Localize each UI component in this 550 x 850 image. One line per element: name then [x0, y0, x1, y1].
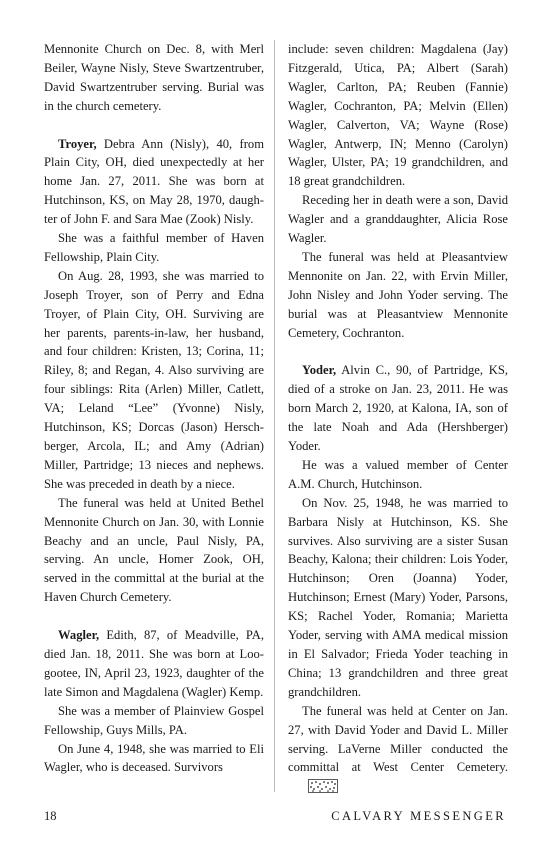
obituary-text: Debra Ann (Nisly), 40, from Plain City, OH, died unexpectedly at her home Jan. 27, 2011. She was born at Hutchinson, KS, on May 28, 1970, daughter of John F. and Sara Mae (Zook) Nisly. [44, 136, 264, 227]
decorative-end-mark-icon [294, 779, 338, 799]
right-column [288, 40, 508, 799]
obituary-paragraph: She was a faithful member of Haven Fellowship, Plain City. [44, 231, 264, 264]
obituary-continuation: Mennonite Church on Dec. 8, with Merl Beiler, Wayne Nisly, Steve Swartzentruber, David Swartzentruber serving. Burial was in the church cemetery. [44, 42, 264, 113]
obituary-wagler-intro [44, 626, 264, 702]
obituary-text: Edith, 87, of Meadville, PA, died Jan. 18, 2011. She was born at Loogootee, IN, April 23, 1923, daughter of the late Simon and Magdalena (Wagler) Kemp. [44, 628, 264, 699]
obituary-name-wagler: Wagler, [58, 628, 100, 643]
obituary-yoder-intro [288, 361, 508, 456]
column-divider [274, 40, 275, 792]
obituary-troyer-intro [44, 135, 264, 230]
obituary-paragraph: The funeral was held at United Bethel Mennonite Church on Jan. 30, with Lonnie Beachy and an uncle, Paul Nisly, PA, serving. An uncle, Homer Zook, OH, served in the committal at the burial at the Haven Church Cemetery. [44, 495, 264, 605]
obituary-name-troyer: Troyer, [58, 136, 97, 151]
section-gap [44, 116, 264, 135]
obituary-paragraph: The funeral was held at Pleasantview Mennonite on Jan. 22, with Ervin Miller, John Nisley and John Yoder serving. The burial was at Pleasantview Mennonite Cemetery, Cochranton. [288, 249, 508, 340]
obituary-paragraph: On Nov. 25, 1948, he was married to Barbara Nisly at Hutchinson, KS. She survives. Also surviving are a sister Susan Beachy, Kalona; their children: Lois Yoder, Hutchinson; Oren (Joanna) Yoder, Hutchinson; Ernest (Mary) Yoder, Parsons, KS; Rachel Yoder, Romania; Marietta Yoder, serving with AMA medical mission in El Salvador; Frieda Yoder teaching in China; 13 grandchildren and three great grandchildren. [288, 495, 508, 699]
journal-name: CALVARY MESSENGER [331, 809, 506, 823]
left-column [44, 40, 264, 777]
obituary-paragraph: She was a member of Plainview Gospel Fellowship, Guys Mills, PA. [44, 703, 264, 737]
page-number: 18 [44, 809, 57, 823]
obituary-paragraph: Receding her in death were a son, David Wagler and a granddaughter, Alicia Rose Wagler. [288, 193, 508, 246]
obituary-paragraph: On June 4, 1948, she was married to Eli Wagler, who is deceased. Survivors [44, 741, 264, 775]
page-footer [44, 809, 506, 824]
obituary-paragraph-final [288, 702, 508, 800]
obituary-text: Alvin C., 90, of Partridge, KS, died of a stroke on Jan. 23, 2011. He was born March 2, 1920, at Kalona, IA, son of the late Noah and Ada (Hershberger) Yoder. [288, 363, 508, 454]
obituary-paragraph: He was a valued member of Center A.M. Church, Hutchinson. [288, 457, 508, 491]
section-gap [288, 343, 508, 362]
section-gap [44, 607, 264, 626]
obituary-continuation: include: seven children: Magdalena (Jay) Fitzgerald, Utica, PA; Albert (Sarah) Wagler, Carlton, PA; Reuben (Fannie) Wagler, Cochranton, PA; Melvin (Ellen) Wagler, Calverton, VA; Wayne (Rose) Wagler, Antwerp, IN; Menno (Carolyn) Wagler, Ulster, PA; 19 grandchildren, and 18 great grandchildren. [288, 42, 508, 189]
obituary-text: The funeral was held at Center on Jan. 27, with David Yoder and David L. Miller serving. LaVerne Miller conducted the committal at West Center Cemetery. [288, 703, 508, 775]
obituary-name-yoder: Yoder, [302, 363, 337, 378]
obituary-paragraph: On Aug. 28, 1993, she was married to Joseph Troyer, son of Perry and Edna Troyer, of Plain City, OH. Surviving are her parents, parents-in-law, her husband, and four children: Kristen, 13; Corina, 11; Riley, 8; and Regan, 4. Also surviving are four siblings: Rita (Arlen) Miller, Catlett, VA; Leland “Lee” (Yvonne) Nisly, Hutchinson, KS; Dorcas (Jason) Herschberger, Arcola, IL; and Amy (Adrian) Miller, Partridge; 13 nieces and nephews. She was preceded in death by a niece. [44, 268, 264, 491]
